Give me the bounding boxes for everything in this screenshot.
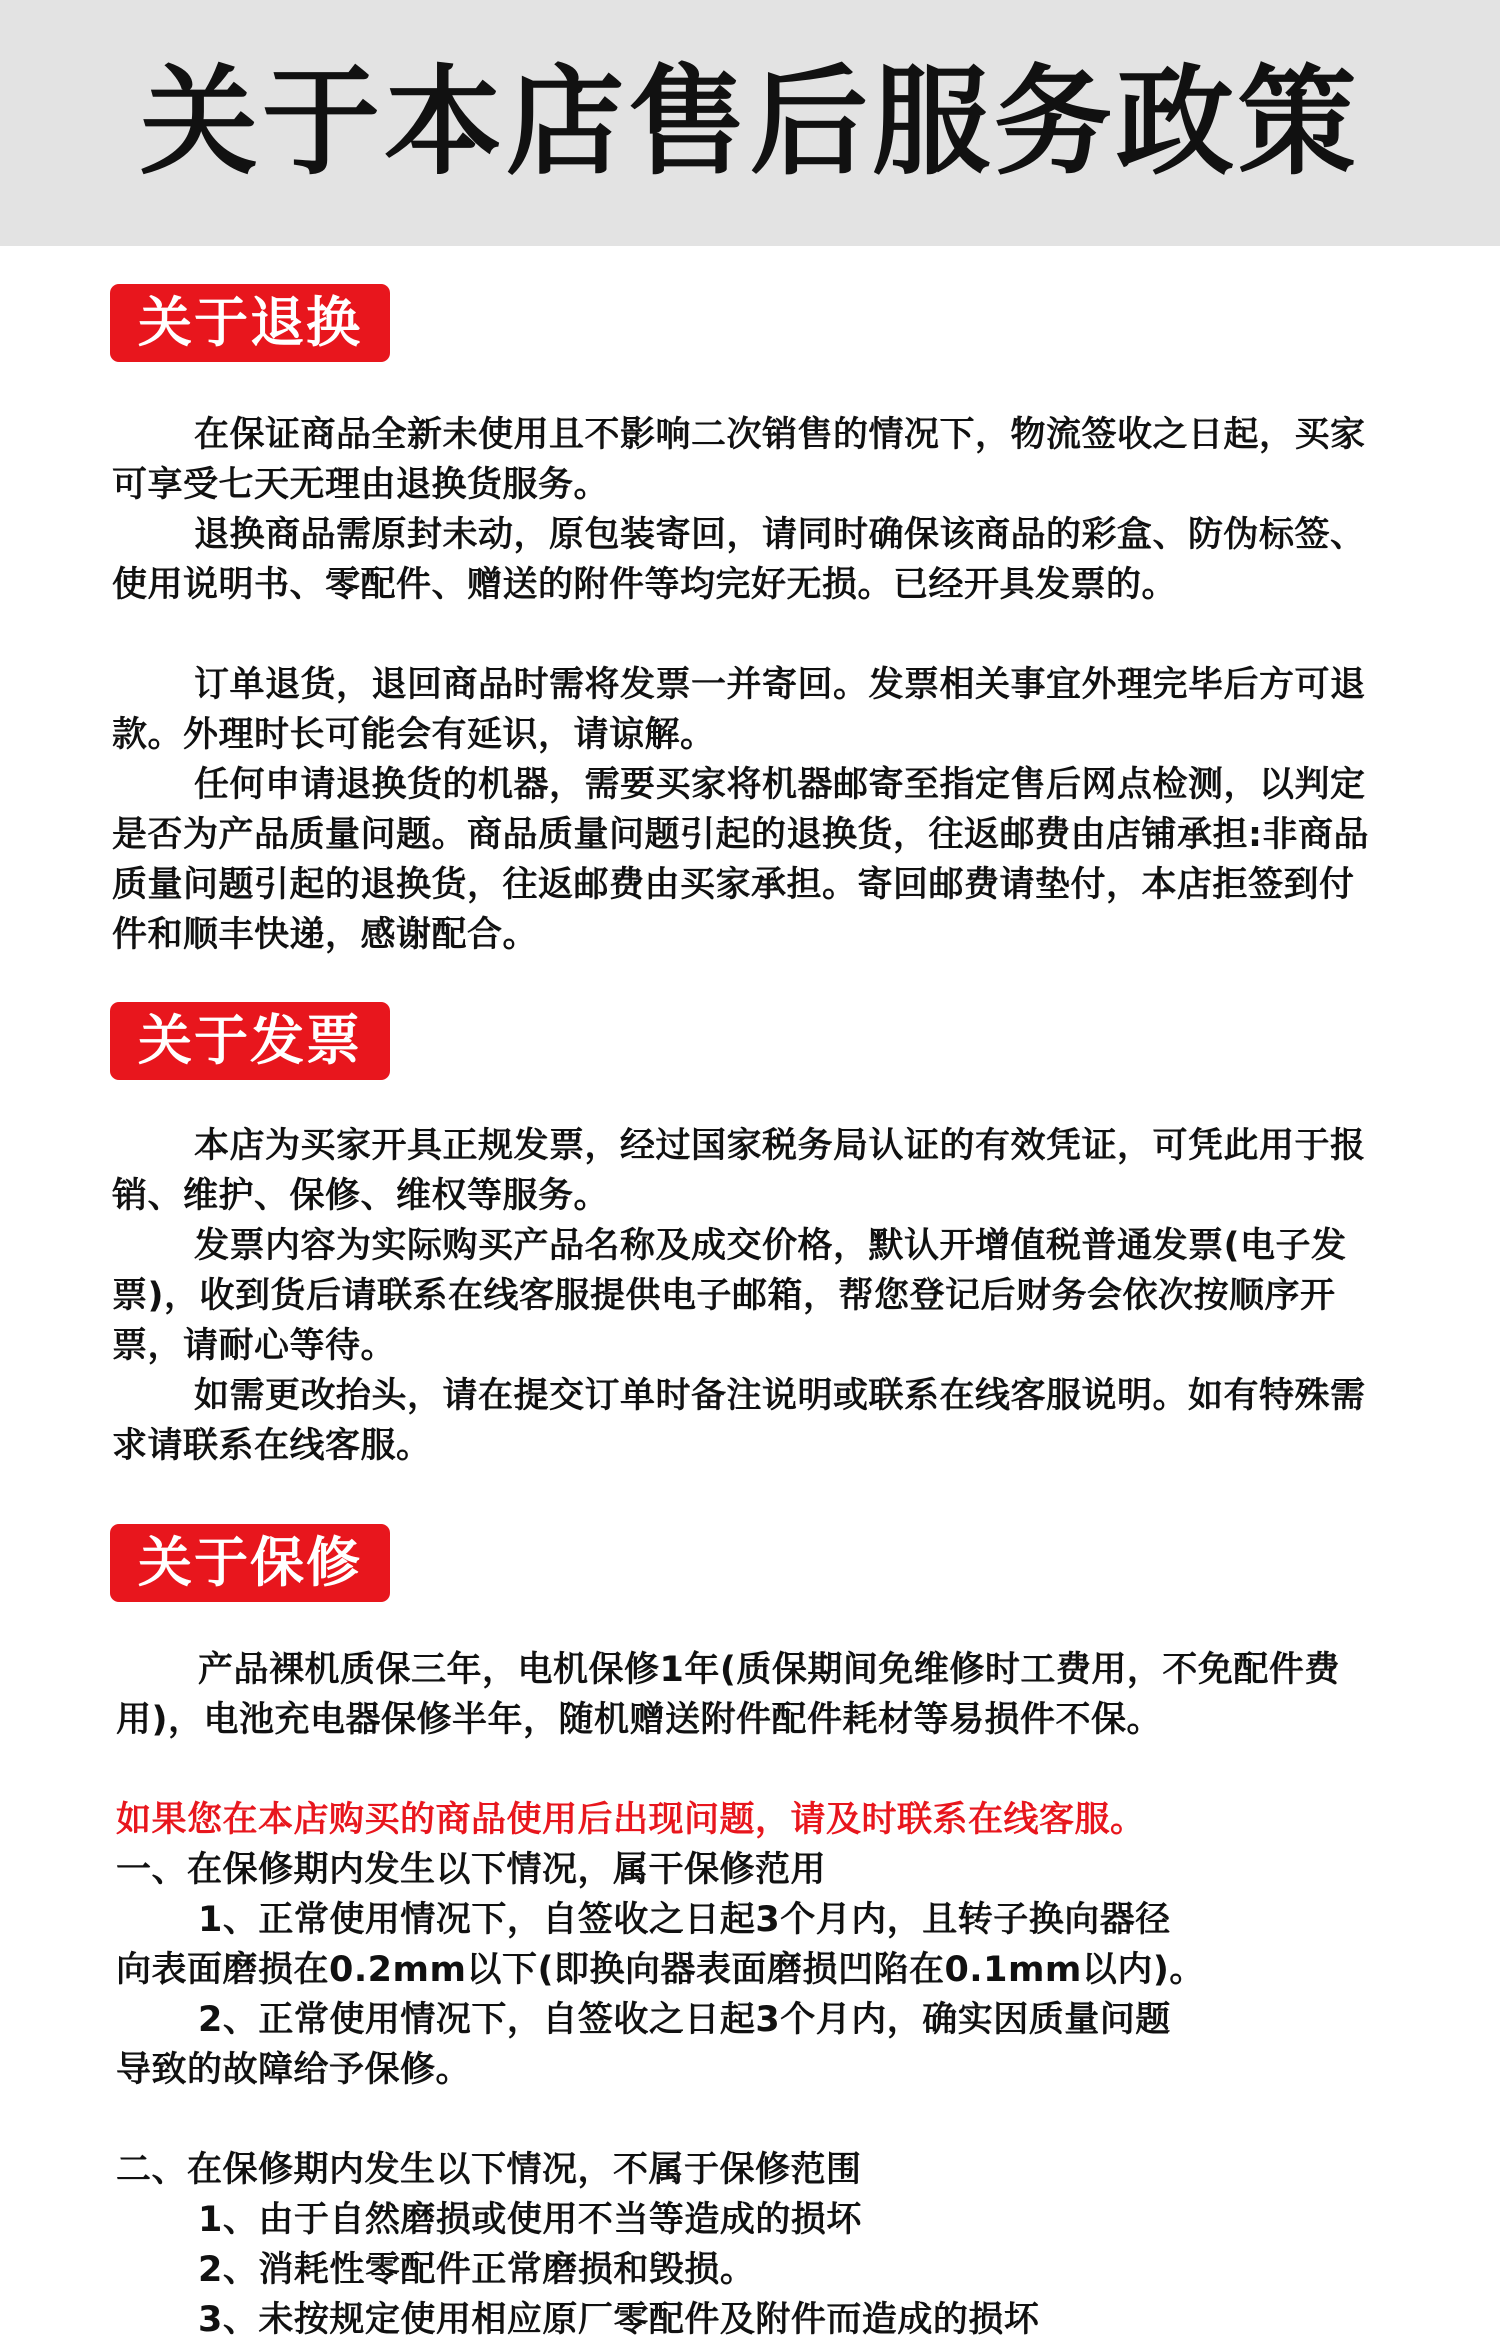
warranty-intro: 产品裸机质保三年，电机保修1年(质保期间免维修时工费用，不免配件费用)，电池充电器保修半年，随机赠送附件配件耗材等易损件不保。 <box>116 1650 1340 1740</box>
excluded-heading: 二、在保修期内发生以下情况，不属于保修范围 <box>116 2150 862 2190</box>
excluded-item: 3、未按规定使用相应原厂零配件及附件而造成的损坏 <box>198 2300 1040 2340</box>
page-header <box>0 0 1500 246</box>
returns-paragraph: 任何申请退换货的机器，需要买家将机器邮寄至指定售后网点检测，以判定是否为产品质量问题。商品质量问题引起的退换货，往返邮费由店铺承担:非商品质量问题引起的退换货，往返邮费由买家承担。寄回邮费请垫付，本店拒签到付件和顺丰快递，感谢配合。 <box>112 765 1369 955</box>
returns-paragraph: 在保证商品全新未使用且不影响二次销售的情况下，物流签收之日起，买家可享受七天无理由退换货服务。 <box>112 415 1366 505</box>
section-badge-warranty: 关于保修 <box>110 1524 390 1602</box>
invoice-paragraph: 发票内容为实际购买产品名称及成交价格，默认开增值税普通发票(电子发票)，收到货后请联系在线客服提供电子邮箱，帮您登记后财务会依次按顺序开票，请耐心等待。 <box>112 1226 1347 1366</box>
invoice-paragraph: 本店为买家开具正规发票，经过国家税务局认证的有效凭证，可凭此用于报销、维护、保修、维权等服务。 <box>112 1126 1366 1216</box>
excluded-item: 2、消耗性零配件正常磨损和毁损。 <box>198 2250 756 2290</box>
invoice-paragraph: 如需更改抬头，请在提交订单时备注说明或联系在线客服说明。如有特殊需求请联系在线客服。 <box>112 1376 1366 1466</box>
page-title: 关于本店售后服务政策 <box>139 53 1360 191</box>
covered-heading: 一、在保修期内发生以下情况，属干保修范用 <box>116 1850 827 1890</box>
excluded-item: 1、由于自然磨损或使用不当等造成的损坏 <box>198 2200 862 2240</box>
warranty-notice: 如果您在本店购买的商品使用后出现问题，请及时联系在线客服。 <box>116 1800 1146 1840</box>
covered-item: 2、正常使用情况下，自签收之日起3个月内，确实因质量问题 <box>198 2000 1171 2040</box>
covered-item: 1、正常使用情况下，自签收之日起3个月内，且转子换向器径 <box>198 1900 1171 1940</box>
returns-paragraph: 订单退货，退回商品时需将发票一并寄回。发票相关事宜外理完毕后方可退款。外理时长可能会有延识，请谅解。 <box>112 665 1366 755</box>
covered-item-continuation: 向表面磨损在0.2mm以下(即换向器表面磨损凹陷在0.1mm以内)。 <box>116 1950 1205 1990</box>
covered-item-continuation: 导致的故障给予保修。 <box>116 2050 472 2090</box>
returns-paragraph: 退换商品需原封未动，原包装寄回，请同时确保该商品的彩盒、防伪标签、使用说明书、零配件、赠送的附件等均完好无损。已经开具发票的。 <box>112 515 1366 605</box>
section-badge-invoice: 关于发票 <box>110 1002 390 1080</box>
section-badge-returns: 关于退换 <box>110 284 390 362</box>
